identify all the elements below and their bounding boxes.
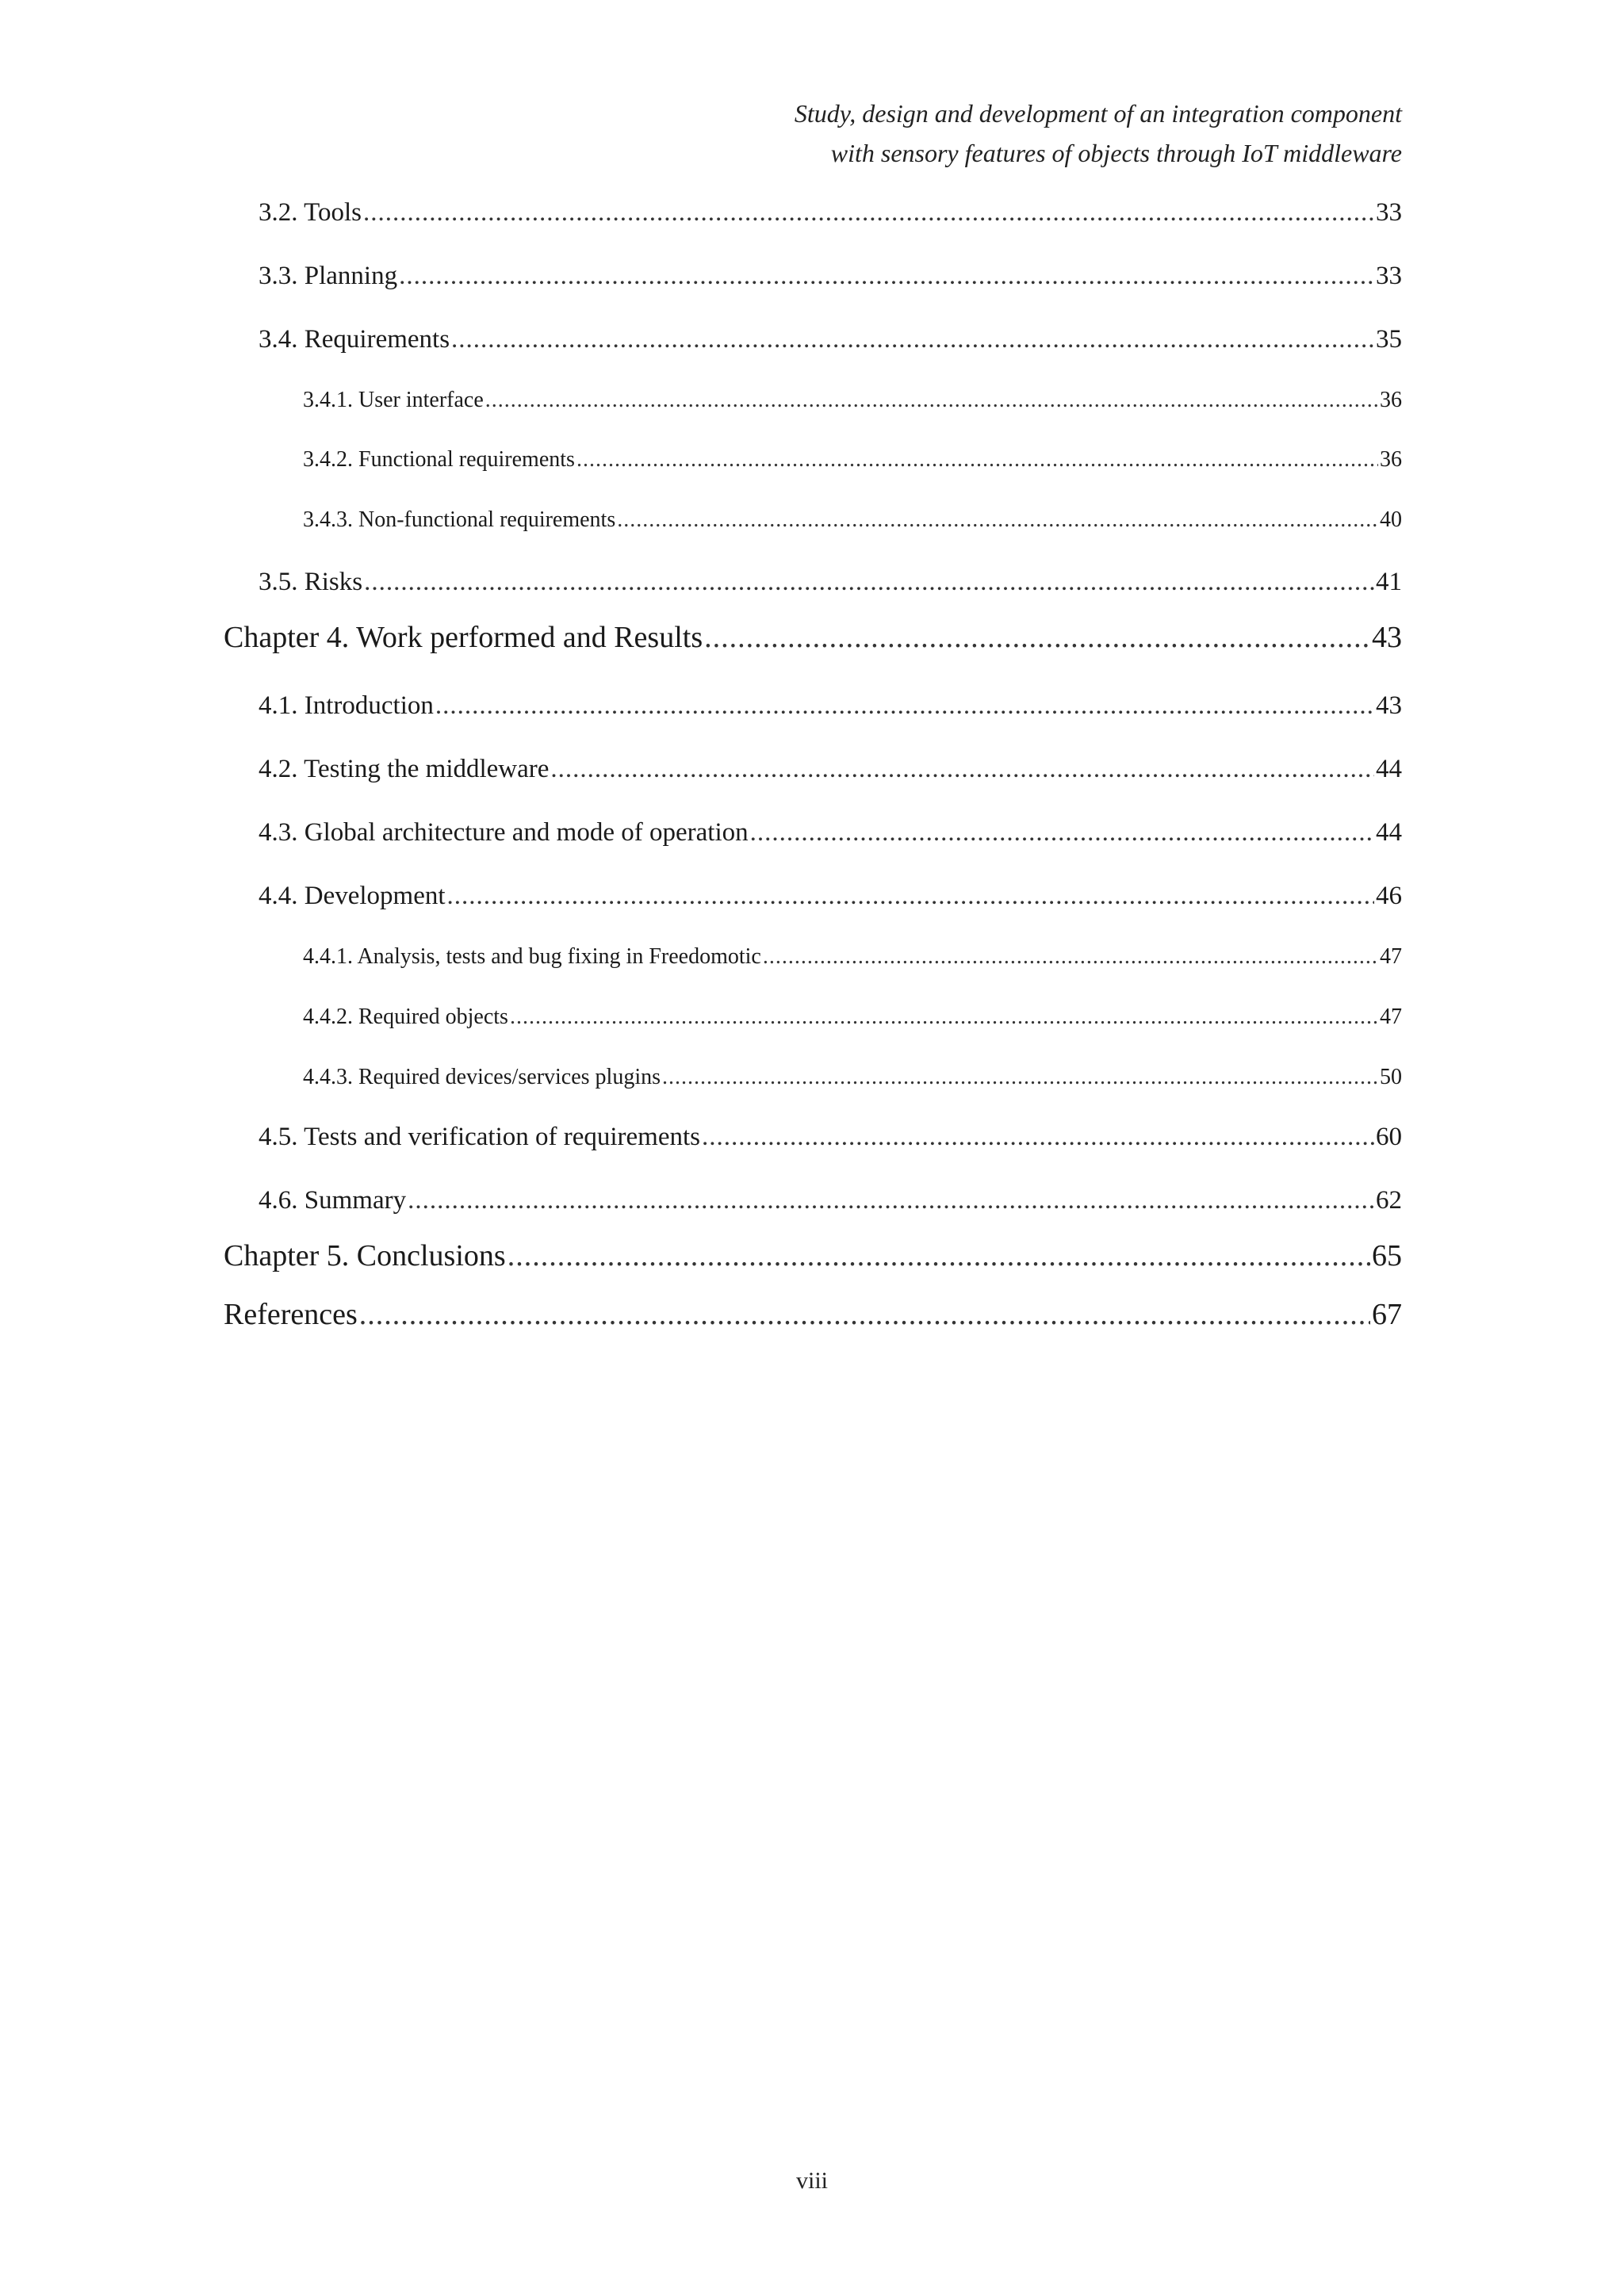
toc-entry-page: 50 — [1380, 1065, 1402, 1089]
toc-section-entry[interactable] — [259, 564, 1402, 599]
toc-subsection-entry[interactable] — [303, 505, 1402, 535]
toc-entry-title: 3.3. Planning — [259, 262, 398, 290]
toc-chapter-entry[interactable] — [224, 1295, 1402, 1334]
running-header-line-1: Study, design and development of an integration component — [794, 99, 1402, 128]
toc-dot-leader — [550, 752, 1374, 786]
toc-entry-title: 4.6. Summary — [259, 1186, 407, 1215]
toc-dot-leader — [508, 1237, 1370, 1275]
toc-dot-leader — [451, 322, 1374, 357]
toc-section-entry[interactable] — [259, 258, 1402, 293]
toc-dot-leader — [510, 1002, 1378, 1032]
toc-subsection-entry[interactable] — [303, 1002, 1402, 1032]
toc-section-entry[interactable] — [259, 322, 1402, 357]
toc-dot-leader — [408, 1183, 1374, 1218]
toc-entry-title: 3.4.2. Functional requirements — [303, 447, 575, 472]
toc-subsection-entry[interactable] — [303, 445, 1402, 475]
toc-dot-leader — [485, 385, 1378, 415]
toc-entry-title: 4.4.3. Required devices/services plugins — [303, 1065, 661, 1089]
toc-entry-page: 46 — [1376, 882, 1402, 910]
toc-entry-title: 3.2. Tools — [259, 198, 362, 227]
toc-entry-title: 4.5. Tests and verification of requirements — [259, 1123, 701, 1151]
toc-section-entry[interactable] — [259, 688, 1402, 723]
toc-entry-page: 47 — [1380, 1004, 1402, 1029]
toc-entry-title: 3.4.1. User interface — [303, 388, 484, 412]
toc-dot-leader — [435, 688, 1374, 723]
toc-entry-title: Chapter 5. Conclusions — [224, 1239, 506, 1272]
toc-dot-leader — [702, 1119, 1374, 1154]
toc-dot-leader — [576, 445, 1378, 475]
toc-entry-page: 60 — [1376, 1123, 1402, 1151]
toc-subsection-entry[interactable] — [303, 1062, 1402, 1093]
toc-subsection-entry[interactable] — [303, 942, 1402, 972]
toc-section-entry[interactable] — [259, 1183, 1402, 1218]
toc-entry-page: 44 — [1376, 755, 1402, 783]
toc-entry-page: 65 — [1372, 1239, 1402, 1272]
toc-entry-page: 43 — [1376, 691, 1402, 720]
toc-entry-title: 3.5. Risks — [259, 568, 363, 596]
toc-entry-page: 43 — [1372, 621, 1402, 654]
toc-chapter-entry[interactable] — [224, 1237, 1402, 1275]
toc-entry-title: 4.4.2. Required objects — [303, 1004, 508, 1029]
toc-dot-leader — [399, 258, 1374, 293]
toc-entry-page: 67 — [1372, 1298, 1402, 1331]
toc-entry-page: 36 — [1380, 447, 1402, 472]
toc-entry-page: 62 — [1376, 1186, 1402, 1215]
toc-entry-page: 33 — [1376, 198, 1402, 227]
toc-entry-title: 4.2. Testing the middleware — [259, 755, 550, 783]
toc-section-entry[interactable] — [259, 1119, 1402, 1154]
toc-entry-page: 44 — [1376, 818, 1402, 847]
toc-entry-title: References — [224, 1298, 358, 1331]
toc-section-entry[interactable] — [259, 752, 1402, 786]
toc-entry-page: 47 — [1380, 944, 1402, 969]
toc-dot-leader — [750, 815, 1374, 850]
toc-dot-leader — [662, 1062, 1378, 1093]
toc-entry-page: 41 — [1376, 568, 1402, 596]
toc-entry-title: 3.4.3. Non-functional requirements — [303, 507, 616, 532]
toc-dot-leader — [359, 1295, 1370, 1334]
toc-entry-title: 4.3. Global architecture and mode of operation — [259, 818, 749, 847]
toc-entry-title: 4.4. Development — [259, 882, 446, 910]
toc-entry-page: 33 — [1376, 262, 1402, 290]
toc-dot-leader — [617, 505, 1378, 535]
toc-dot-leader — [364, 564, 1374, 599]
toc-entry-page: 35 — [1376, 325, 1402, 354]
toc-entry-page: 36 — [1380, 388, 1402, 412]
running-header-line-2: with sensory features of objects through IoT middleware — [830, 139, 1402, 167]
toc-dot-leader — [363, 195, 1374, 230]
toc-section-entry[interactable] — [259, 878, 1402, 913]
toc-entry-title: 4.1. Introduction — [259, 691, 434, 720]
toc-entry-page: 40 — [1380, 507, 1402, 532]
toc-subsection-entry[interactable] — [303, 385, 1402, 415]
toc-entry-title: 4.4.1. Analysis, tests and bug fixing in Freedomotic — [303, 944, 761, 969]
toc-entry-title: 3.4. Requirements — [259, 325, 450, 354]
toc-section-entry[interactable] — [259, 815, 1402, 850]
toc-section-entry[interactable] — [259, 195, 1402, 230]
toc-entry-title: Chapter 4. Work performed and Results — [224, 621, 703, 654]
toc-dot-leader — [704, 618, 1370, 656]
page-number: viii — [795, 2168, 828, 2194]
toc-chapter-entry[interactable] — [224, 618, 1402, 656]
toc-dot-leader — [763, 942, 1378, 972]
toc-dot-leader — [447, 878, 1374, 913]
